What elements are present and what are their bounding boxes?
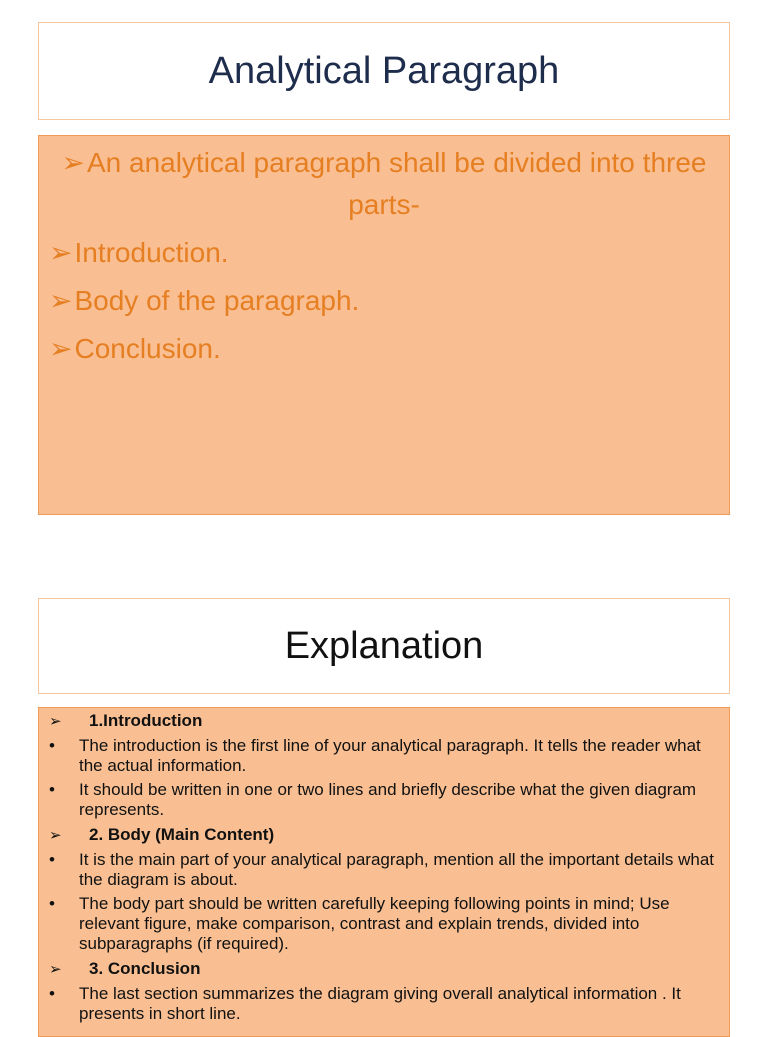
list-item xyxy=(49,850,719,890)
intro-line-text: An analytical paragraph shall be divided into three parts- xyxy=(86,147,707,220)
section-heading-text: 1.Introduction xyxy=(89,711,203,730)
part-item-conclusion xyxy=(49,328,719,370)
intro-line xyxy=(49,142,719,226)
slide-2-content-box xyxy=(38,707,730,1037)
list-item-text: The introduction is the first line of your analytical paragraph. It tells the reader what the actual information. xyxy=(79,736,701,775)
bullet-dot-icon: • xyxy=(49,736,55,755)
arrow-bullet-icon: ➢ xyxy=(49,827,62,844)
list-item xyxy=(49,894,719,954)
list-item-text: The last section summarizes the diagram giving overall analytical information . It presents in short line. xyxy=(79,984,681,1023)
part-item-text: Introduction. xyxy=(74,237,229,268)
arrow-bullet-icon: ➢ xyxy=(49,237,73,268)
bullet-dot-icon: • xyxy=(49,850,55,869)
list-item-text: It is the main part of your analytical paragraph, mention all the important details what the diagram is about. xyxy=(79,850,715,889)
arrow-bullet-icon: ➢ xyxy=(49,333,73,364)
list-item xyxy=(49,780,719,820)
section-heading-text: 2. Body (Main Content) xyxy=(89,825,275,844)
section-heading-introduction xyxy=(49,710,719,733)
list-item-text: It should be written in one or two lines and briefly describe what the given diagram represents. xyxy=(79,780,697,819)
section-heading-text: 3. Conclusion xyxy=(89,959,201,978)
slide-2-title: Explanation xyxy=(284,624,484,667)
part-item-introduction xyxy=(49,232,719,274)
slide-1-title-box xyxy=(38,22,730,120)
bullet-dot-icon: • xyxy=(49,780,55,799)
slide-1-content-box xyxy=(38,135,730,515)
part-item-text: Body of the paragraph. xyxy=(74,285,360,316)
section-heading-body xyxy=(49,824,719,847)
arrow-bullet-icon: ➢ xyxy=(61,147,85,178)
list-item xyxy=(49,736,719,776)
list-item-text: The body part should be written carefully keeping following points in mind; Use relevant figure, make comparison, contrast and explain trends, divided into subparagraphs (if required). xyxy=(79,894,670,953)
explanation-list xyxy=(49,710,719,1024)
section-heading-conclusion xyxy=(49,958,719,981)
slide-1-title: Analytical Paragraph xyxy=(208,49,560,92)
arrow-bullet-icon: ➢ xyxy=(49,285,73,316)
list-item xyxy=(49,984,719,1024)
arrow-bullet-icon: ➢ xyxy=(49,713,62,730)
part-item-body xyxy=(49,280,719,322)
bullet-dot-icon: • xyxy=(49,984,55,1003)
slide-2-title-box xyxy=(38,598,730,694)
arrow-bullet-icon: ➢ xyxy=(49,961,62,978)
bullet-dot-icon: • xyxy=(49,894,55,913)
part-item-text: Conclusion. xyxy=(74,333,221,364)
